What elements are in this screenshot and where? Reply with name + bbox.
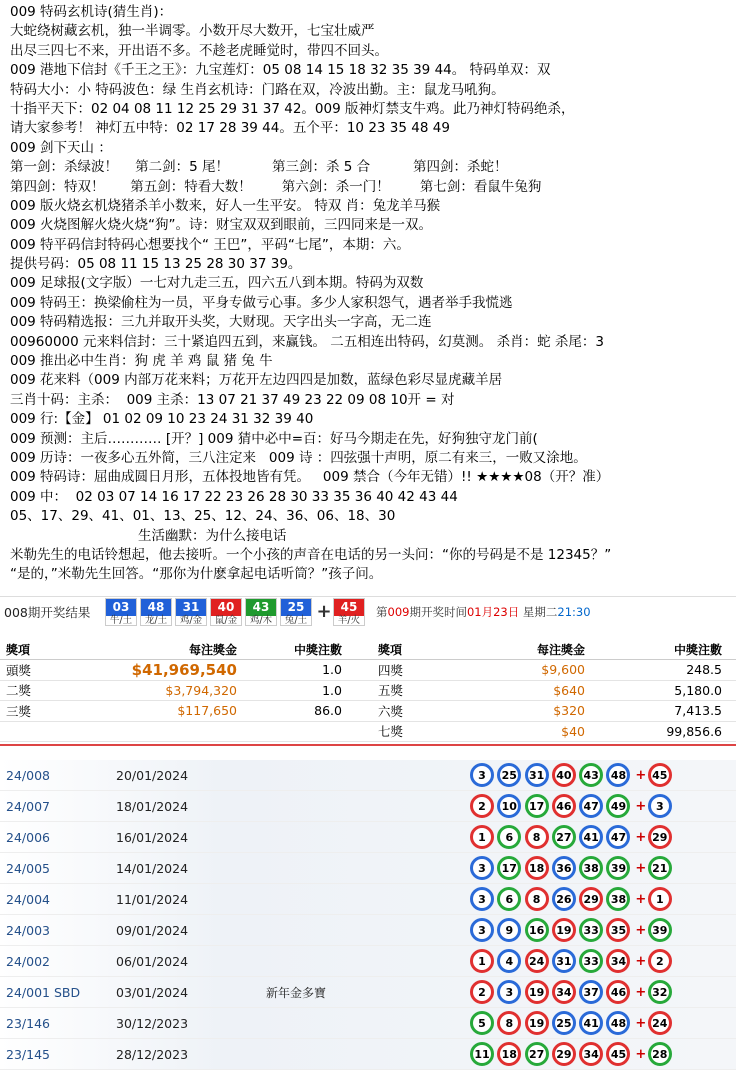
history-table xyxy=(0,760,736,1070)
poem-line: 009 火烧图解火烧火烧“狗”。诗：财宝双双到眼前，三四同来是一双。 xyxy=(10,217,433,234)
ball: 34 xyxy=(579,1042,603,1066)
prize-name: 三獎 xyxy=(6,703,32,719)
ball: 10 xyxy=(497,794,521,818)
history-balls xyxy=(470,856,675,880)
ball: 16 xyxy=(525,918,549,942)
history-date: 03/01/2024 xyxy=(116,984,189,1000)
prize-name2: 四獎 xyxy=(378,662,404,678)
result-ball xyxy=(105,598,137,626)
special-ball: 2 xyxy=(648,949,672,973)
history-period: 23/145 xyxy=(6,1046,50,1062)
prize-row xyxy=(0,660,736,681)
history-balls xyxy=(470,1042,675,1066)
history-balls xyxy=(470,887,675,911)
plus-sign: + xyxy=(635,891,647,907)
header-amount-2: 每注獎金 xyxy=(536,643,585,657)
prize-amount2: $9,600 xyxy=(541,662,585,678)
ball-zodiac: 龙/土 xyxy=(144,614,168,626)
history-balls xyxy=(470,825,675,849)
plus-sign: + xyxy=(635,1015,647,1031)
ball-zodiac: 兔/土 xyxy=(284,614,308,626)
poem-line: 请大家参考！ 神灯五中特：02 17 28 39 44。五个平：10 23 35 48 49 xyxy=(10,120,450,137)
ball: 46 xyxy=(606,980,630,1004)
poem-line: 第四剑：特双！ 第五剑：特看大数！ 第六剑：杀一门！ 第七剑：看鼠牛兔狗 xyxy=(10,178,542,195)
poem-line: 009 特码诗：屈曲成圆日月形，五体投地皆有凭。 009 禁合（今年无错）!! ★★★★08（开？准） xyxy=(10,469,610,486)
special-ball: 39 xyxy=(648,918,672,942)
special-ball: 21 xyxy=(648,856,672,880)
ball: 36 xyxy=(552,856,576,880)
plus-sign: + xyxy=(635,829,647,845)
history-period: 24/004 xyxy=(6,891,50,907)
ball: 26 xyxy=(552,887,576,911)
special-ball xyxy=(333,598,365,626)
ball: 1 xyxy=(470,825,494,849)
ball: 4 xyxy=(497,949,521,973)
history-balls xyxy=(470,980,675,1004)
prize-table xyxy=(0,640,736,745)
history-period: 24/002 xyxy=(6,953,50,969)
poem-line: 009 推出必中生肖：狗 虎 羊 鸡 鼠 猪 兔 牛 xyxy=(10,353,273,370)
ball: 8 xyxy=(497,1011,521,1035)
prize-count: 1.0 xyxy=(322,662,342,678)
ball-zodiac: 鸡/木 xyxy=(249,614,273,626)
special-ball: 28 xyxy=(648,1042,672,1066)
result-bar-label: 008期开奖结果 xyxy=(4,604,91,620)
special-ball: 24 xyxy=(648,1011,672,1035)
result-ball xyxy=(140,598,172,626)
plus-sign: + xyxy=(635,767,647,783)
history-date: 28/12/2023 xyxy=(116,1046,189,1062)
ball: 43 xyxy=(579,763,603,787)
ball-number: 03 xyxy=(106,599,136,616)
history-row xyxy=(0,915,736,946)
poem-line: 十指平天下：02 04 08 11 12 25 29 31 37 42。009 版神灯禁支牛鸡。此乃神灯特码绝杀， xyxy=(10,100,575,117)
header-prize-2: 獎項 xyxy=(378,643,403,657)
prize-count2: 248.5 xyxy=(686,662,722,678)
special-ball: 1 xyxy=(648,887,672,911)
special-ball: 29 xyxy=(648,825,672,849)
prize-count: 86.0 xyxy=(314,703,342,719)
prize-row xyxy=(0,722,736,743)
history-row xyxy=(0,1039,736,1070)
poem-line: 05、17、29、41、01、13、25、12、24、36、06、18、30 xyxy=(10,508,396,525)
poem-line: “是的，”米勒先生回答。“那你为什麽拿起电话听筒？”孩子问。 xyxy=(10,566,383,583)
ball: 3 xyxy=(470,918,494,942)
prize-row xyxy=(0,681,736,702)
poem-line: 009 中： 02 03 07 14 16 17 22 23 26 28 30 33 35 36 40 42 43 44 xyxy=(10,488,458,505)
history-date: 16/01/2024 xyxy=(116,829,189,845)
poem-line: 009 历诗：一夜多心五外简，三八注定来 009 诗 ：四弦强十声明，原二有来三，一败又涂地。 xyxy=(10,449,587,466)
history-row xyxy=(0,853,736,884)
ball: 45 xyxy=(606,1042,630,1066)
ball: 25 xyxy=(497,763,521,787)
ball: 41 xyxy=(579,825,603,849)
poem-line: 第一剑：杀绿波！ 第二剑：5 尾！ 第三剑：杀 5 合 第四剑：杀蛇！ xyxy=(10,159,508,176)
plus-sign: + xyxy=(635,860,647,876)
prize-amount: $41,969,540 xyxy=(131,660,237,679)
ball: 6 xyxy=(497,825,521,849)
ball: 19 xyxy=(525,980,549,1004)
history-date: 30/12/2023 xyxy=(116,1015,189,1031)
prize-amount2: $320 xyxy=(553,703,585,719)
history-row xyxy=(0,760,736,791)
poem-line: 生活幽默：为什么接电话 xyxy=(138,527,287,544)
ball: 33 xyxy=(579,918,603,942)
history-period: 24/006 xyxy=(6,829,50,845)
header-count: 中獎注數 xyxy=(293,643,342,657)
result-balls xyxy=(105,598,368,626)
ball: 38 xyxy=(579,856,603,880)
poem-line: 三肖十码：主杀： 009 主杀：13 07 21 37 49 23 22 09 08 10开 = 对 xyxy=(10,391,455,408)
history-date: 09/01/2024 xyxy=(116,922,189,938)
ball: 48 xyxy=(606,763,630,787)
ball: 3 xyxy=(470,763,494,787)
ball: 3 xyxy=(470,856,494,880)
poem-line: 提供号码：05 08 11 15 13 25 28 30 37 39。 xyxy=(10,256,302,273)
history-row xyxy=(0,884,736,915)
ball: 39 xyxy=(606,856,630,880)
prize-count2: 99,856.6 xyxy=(666,723,722,739)
special-ball: 3 xyxy=(648,794,672,818)
ball: 31 xyxy=(552,949,576,973)
history-period: 24/005 xyxy=(6,860,50,876)
special-ball: 45 xyxy=(648,763,672,787)
plus-sign: + xyxy=(316,601,332,622)
history-date: 14/01/2024 xyxy=(116,860,189,876)
ball-zodiac: 鸡/金 xyxy=(179,614,203,626)
history-date: 18/01/2024 xyxy=(116,798,189,814)
history-memo: 新年金多寶 xyxy=(266,985,327,1000)
history-row xyxy=(0,977,736,1008)
history-date: 20/01/2024 xyxy=(116,767,189,783)
poem-line: 009 预测：主后………… [开？] 009 猜中必中=百：好马今期走在先，好狗独守龙门前( xyxy=(10,430,538,447)
poem-line: 00960000 元来料信封：三十紧追四五到，来赢钱。 二五相连出特码，幻莫测。 杀肖：蛇 杀尾：3 xyxy=(10,333,604,350)
ball: 8 xyxy=(525,887,549,911)
history-date: 11/01/2024 xyxy=(116,891,189,907)
ball: 47 xyxy=(606,825,630,849)
history-balls xyxy=(470,794,675,818)
ball: 38 xyxy=(606,887,630,911)
poem-line: 009 足球报(文字版）一七对九走三五，四六五八到本期。特码为双数 xyxy=(10,275,424,292)
poem-line: 出尽三四七不来，开出语不多。不趁老虎睡觉时，带四不回头。 xyxy=(10,42,388,59)
ball: 9 xyxy=(497,918,521,942)
history-row xyxy=(0,822,736,853)
poem-line: 009 特码精选报：三九并取开头奖，大财现。天字出头一字高，无二连 xyxy=(10,314,432,331)
ball: 33 xyxy=(579,949,603,973)
ball: 19 xyxy=(552,918,576,942)
history-balls xyxy=(470,949,675,973)
plus-sign: + xyxy=(635,984,647,1000)
ball: 40 xyxy=(552,763,576,787)
ball: 17 xyxy=(525,794,549,818)
ball: 27 xyxy=(552,825,576,849)
history-date: 06/01/2024 xyxy=(116,953,189,969)
ball: 2 xyxy=(470,794,494,818)
ball: 18 xyxy=(497,1042,521,1066)
next-draw-info: 第009期开奖时间01月23日 星期二21:30 xyxy=(376,604,591,619)
ball: 5 xyxy=(470,1011,494,1035)
prize-table-header xyxy=(0,640,736,660)
result-ball xyxy=(175,598,207,626)
ball: 34 xyxy=(606,949,630,973)
result-ball xyxy=(280,598,312,626)
history-balls xyxy=(470,918,675,942)
history-row xyxy=(0,791,736,822)
ball: 18 xyxy=(525,856,549,880)
ball: 6 xyxy=(497,887,521,911)
ball: 29 xyxy=(552,1042,576,1066)
ball: 41 xyxy=(579,1011,603,1035)
history-period: 24/007 xyxy=(6,798,50,814)
ball: 11 xyxy=(470,1042,494,1066)
history-row xyxy=(0,1008,736,1039)
prize-count2: 5,180.0 xyxy=(674,682,722,698)
poem-line: 009 剑下天山 ： xyxy=(10,139,112,156)
prize-count2: 7,413.5 xyxy=(674,703,722,719)
history-period: 24/003 xyxy=(6,922,50,938)
poem-line: 009 花来料（009 内部万花来料；万花开左边四四是加数，蓝绿色彩尽显虎藏羊居 xyxy=(10,372,503,389)
ball: 29 xyxy=(579,887,603,911)
ball: 46 xyxy=(552,794,576,818)
special-ball: 32 xyxy=(648,980,672,1004)
ball: 47 xyxy=(579,794,603,818)
ball: 8 xyxy=(525,825,549,849)
prize-amount: $117,650 xyxy=(177,703,237,719)
ball-number: 43 xyxy=(246,599,276,616)
ball: 1 xyxy=(470,949,494,973)
prize-amount: $3,794,320 xyxy=(165,682,237,698)
poem-line: 009 特码王：换梁偷柱为一员，平身专做亏心事。多少人家积怨气，遇者举手我慌逃 xyxy=(10,294,513,311)
ball: 37 xyxy=(579,980,603,1004)
ball: 31 xyxy=(525,763,549,787)
header-prize: 獎項 xyxy=(6,643,31,657)
poem-line: 009 行:【金】 01 02 09 10 23 24 31 32 39 40 xyxy=(10,411,314,428)
ball: 49 xyxy=(606,794,630,818)
header-count-2: 中獎注數 xyxy=(673,643,722,657)
ball: 24 xyxy=(525,949,549,973)
prize-name2: 六獎 xyxy=(378,703,404,719)
ball: 17 xyxy=(497,856,521,880)
plus-sign: + xyxy=(635,1046,647,1062)
ball-number: 40 xyxy=(211,599,241,616)
ball: 3 xyxy=(470,887,494,911)
prize-name2: 五獎 xyxy=(378,683,404,699)
history-period: 23/146 xyxy=(6,1015,50,1031)
prize-count: 1.0 xyxy=(322,682,342,698)
plus-sign: + xyxy=(635,798,647,814)
plus-sign: + xyxy=(635,922,647,938)
history-period: 24/001 SBD xyxy=(6,984,81,1000)
prize-amount2: $40 xyxy=(561,723,585,739)
plus-sign: + xyxy=(635,953,647,969)
divider xyxy=(0,744,736,746)
ball: 34 xyxy=(552,980,576,1004)
ball-number: 48 xyxy=(141,599,171,616)
history-period: 24/008 xyxy=(6,767,50,783)
poem-line: 009 港地下信封《千王之王》：九宝莲灯：05 08 14 15 18 32 35 39 44。 特码单双：双 xyxy=(10,62,551,79)
poem-line: 009 版火烧玄机烧猪杀羊小数来，好人一生平安。 特双 肖：兔龙羊马猴 xyxy=(10,197,441,214)
ball-number: 31 xyxy=(176,599,206,616)
poem-line: 大蛇绕树藏玄机，独一半调零。小数开尽大数开，七宝壮威严 xyxy=(10,23,375,40)
result-ball xyxy=(210,598,242,626)
ball-number: 25 xyxy=(281,599,311,616)
result-bar xyxy=(0,596,736,626)
history-balls xyxy=(470,1011,675,1035)
prize-amount2: $640 xyxy=(553,682,585,698)
poem-line: 009 特平码信封特码心想要找个“ 王巴”，平码“七尾”，本期：六。 xyxy=(10,236,410,253)
prize-name: 二獎 xyxy=(6,683,32,699)
poem-line: 米勒先生的电话铃想起，他去接听。一个小孩的声音在电话的另一头问：“你的号码是不是 12345？” xyxy=(10,546,612,563)
poem-line: 特码大小：小 特码波色：绿 生肖玄机诗：门路在双，冷波出勤。主：鼠龙马吼狗。 xyxy=(10,81,505,98)
ball: 48 xyxy=(606,1011,630,1035)
ball-zodiac: 鼠/金 xyxy=(214,614,238,626)
ball: 3 xyxy=(497,980,521,1004)
ball: 35 xyxy=(606,918,630,942)
ball-zodiac: 牛/土 xyxy=(109,614,133,626)
ball: 27 xyxy=(525,1042,549,1066)
prize-name: 頭獎 xyxy=(6,662,32,678)
poem-line: 009 特码玄机诗(猜生肖)： xyxy=(10,4,173,20)
result-ball xyxy=(245,598,277,626)
ball-number: 45 xyxy=(334,599,364,616)
history-row xyxy=(0,946,736,977)
prize-row xyxy=(0,701,736,722)
history-balls xyxy=(470,763,675,787)
ball: 2 xyxy=(470,980,494,1004)
ball-zodiac: 羊/火 xyxy=(337,614,361,626)
header-amount: 每注獎金 xyxy=(188,643,237,657)
ball: 25 xyxy=(552,1011,576,1035)
ball: 19 xyxy=(525,1011,549,1035)
prize-name2: 七獎 xyxy=(378,724,404,740)
